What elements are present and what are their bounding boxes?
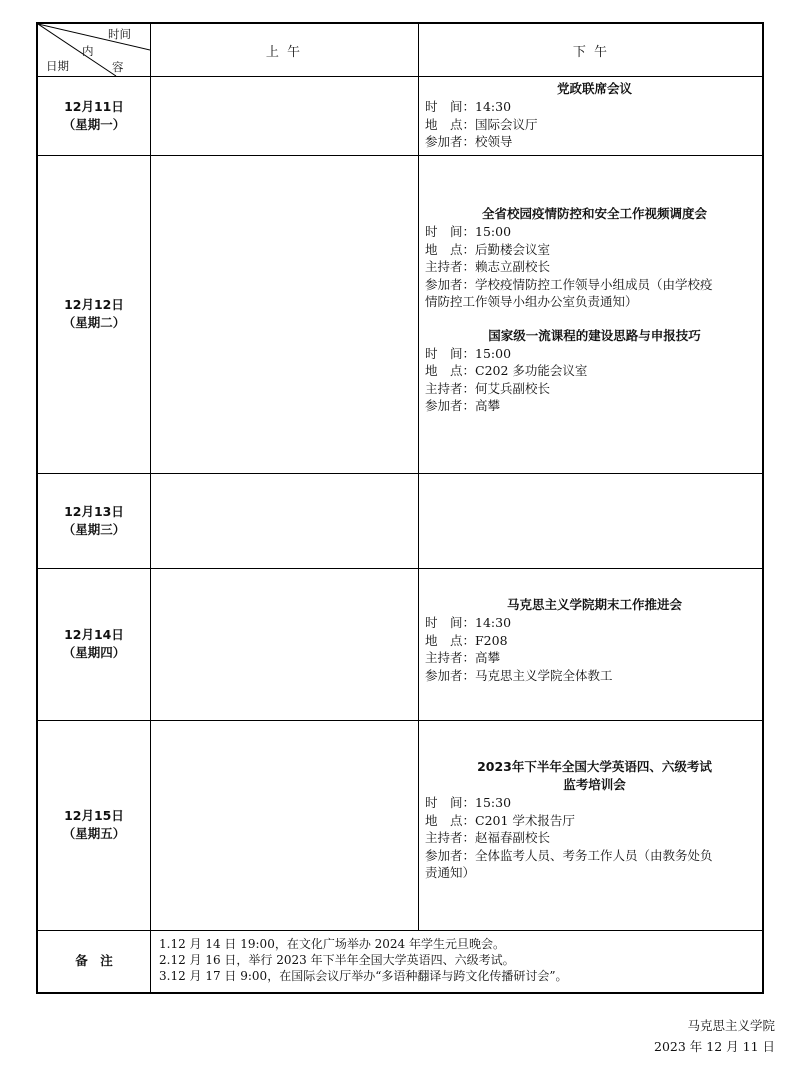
note-item: 3.12 月 17 日 9:00，在国际会议厅举办“多语种翻译与跨文化传播研讨会”。 [159, 969, 568, 983]
date-label: 12月12日 [64, 297, 124, 312]
event-time: 时 间：15:30 [425, 795, 512, 810]
event-location: 地 点：C201 学术报告厅 [425, 812, 575, 828]
event-title: 党政联席会议 [556, 81, 632, 96]
date-label: 12月11日 [64, 98, 124, 114]
am-cell-mon [150, 76, 418, 155]
event-time: 时 间：15:00 [425, 345, 512, 361]
diagonal-line-upper [38, 24, 150, 50]
date-label: 12月13日 [64, 503, 124, 519]
event-host: 主持者：何艾兵副校长 [425, 380, 551, 396]
event-spacer [425, 311, 764, 327]
event-location: 地 点：C202 多功能会议室 [425, 363, 588, 378]
notes-label: 备 注 [75, 953, 113, 968]
weekday-label: （星期四） [62, 645, 126, 660]
am-header [150, 24, 418, 76]
event-location: 地 点：国际会议厅 [425, 116, 538, 132]
corner-time-label: 时间 [108, 27, 131, 41]
am-cell-fri [150, 720, 418, 930]
date-cell-tue [38, 155, 150, 473]
date-cell-mon [38, 76, 150, 155]
event [425, 758, 764, 882]
pm-cell-tue [419, 155, 764, 473]
event [425, 596, 764, 684]
note-item: 2.12 月 16 日，举行 2023 年下半年全国大学英语四、六级考试。 [159, 953, 515, 967]
footer-org: 马克思主义学院 [687, 1018, 775, 1033]
event-host: 主持者：赵福春副校长 [425, 830, 551, 845]
date-cell-wed [38, 473, 150, 568]
pm-cell-fri [419, 720, 764, 930]
date-label: 12月14日 [64, 627, 124, 642]
corner-header [38, 24, 150, 76]
am-cell-wed [150, 473, 418, 568]
schedule-table [36, 22, 764, 994]
event-attendees: 参加者：校领导 [425, 134, 513, 149]
event-title-cont: 监考培训会 [563, 777, 626, 792]
event-attendees: 参加者：高攀 [425, 398, 501, 413]
weekday-label: （星期五） [62, 826, 126, 841]
am-header-label: 上 午 [265, 44, 303, 60]
corner-date-label: 日期 [46, 59, 69, 73]
event-attendees: 参加者：学校疫情防控工作领导小组成员（由学校疫 [425, 276, 713, 292]
event-host: 主持者：高攀 [425, 650, 501, 665]
event-time: 时 间：15:00 [425, 224, 512, 239]
weekday-label: （星期三） [62, 521, 126, 537]
notes-label-cell [38, 930, 150, 992]
event-attendees: 参加者：全体监考人员、考务工作人员（由教务处负 [425, 847, 713, 863]
weekday-label: （星期一） [62, 116, 126, 132]
event [425, 327, 764, 415]
date-label: 12月15日 [64, 808, 124, 823]
corner-content-label-1: 内 [82, 44, 94, 58]
notes-cell [151, 930, 764, 992]
event-attendees-cont: 责通知） [425, 865, 476, 880]
am-cell-tue [150, 155, 418, 473]
pm-cell-mon [419, 76, 764, 155]
event-time: 时 间：14:30 [425, 615, 512, 630]
event-attendees-cont: 情防控工作领导小组办公室负责通知） [425, 294, 638, 309]
event-attendees: 参加者：马克思主义学院全体教工 [425, 667, 613, 683]
event-title: 国家级一流课程的建设思路与申报技巧 [488, 327, 701, 343]
event-host: 主持者：赖志立副校长 [425, 259, 551, 274]
event-title: 马克思主义学院期末工作推进会 [506, 597, 682, 612]
event [425, 205, 764, 311]
weekday-label: （星期二） [62, 315, 126, 330]
pm-header-label: 下 午 [572, 44, 610, 60]
event-location: 地 点：后勤楼会议室 [425, 241, 551, 257]
pm-cell-thu [419, 568, 764, 720]
date-cell-thu [38, 568, 150, 720]
event-time: 时 间：14:30 [425, 99, 512, 114]
event-title: 全省校园疫情防控和安全工作视频调度会 [481, 206, 707, 221]
footer-date: 2023 年 12 月 11 日 [654, 1039, 775, 1054]
pm-cell-wed [419, 473, 764, 568]
event [425, 80, 764, 151]
pm-header [418, 24, 764, 76]
note-item: 1.12 月 14 日 19:00，在文化广场举办 2024 年学生元旦晚会。 [159, 937, 505, 951]
event-title: 2023年下半年全国大学英语四、六级考试 [477, 759, 712, 774]
corner-content-label-2: 容 [112, 60, 124, 74]
event-location: 地 点：F208 [425, 632, 508, 648]
date-cell-fri [38, 720, 150, 930]
am-cell-thu [150, 568, 418, 720]
